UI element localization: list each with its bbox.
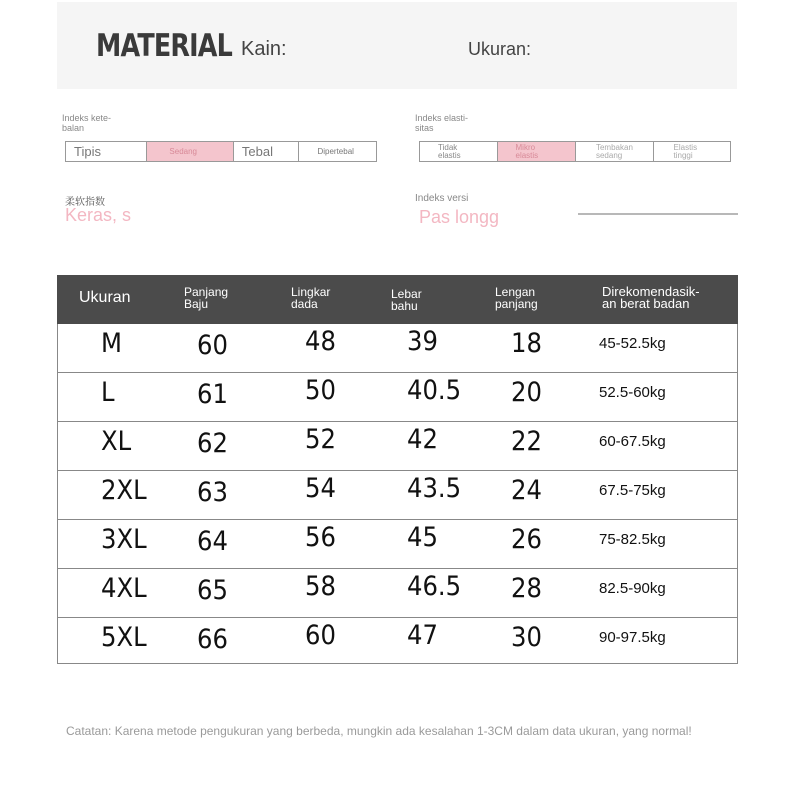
cell-lebar: 40.5 xyxy=(407,375,462,406)
cell-lengan: 20 xyxy=(511,377,542,408)
thickness-option-tebal: Tebal xyxy=(234,142,300,161)
cell-lebar: 39 xyxy=(407,326,438,357)
header-panjang-baju: Panjang Baju xyxy=(184,285,229,311)
table-row xyxy=(57,373,738,422)
cell-lingkar: 56 xyxy=(305,522,336,553)
table-row xyxy=(57,422,738,471)
cell-panjang: 63 xyxy=(197,477,228,508)
ukuran-label: Ukuran: xyxy=(468,39,532,59)
thickness-scale xyxy=(65,141,377,162)
cell-lengan: 28 xyxy=(511,573,542,604)
cell-berat: 67.5-75kg xyxy=(599,482,666,499)
softness-index-value: Keras, s xyxy=(65,205,132,225)
cell-size: XL xyxy=(101,426,132,457)
header-ukuran: Ukuran xyxy=(79,289,131,306)
cell-panjang: 62 xyxy=(197,428,228,459)
cell-berat: 52.5-60kg xyxy=(599,384,666,401)
kain-label: Kain: xyxy=(241,38,287,60)
cell-lengan: 24 xyxy=(511,475,542,506)
cell-lengan: 22 xyxy=(511,426,542,457)
cell-lengan: 26 xyxy=(511,524,542,555)
cell-lengan: 18 xyxy=(511,328,542,359)
table-row xyxy=(57,324,738,373)
cell-lebar: 42 xyxy=(407,424,438,455)
header-lingkar-dada: Lingkar dada xyxy=(291,285,331,311)
cell-lebar: 47 xyxy=(407,620,438,651)
cell-berat: 60-67.5kg xyxy=(599,433,666,450)
header-lebar-bahu: Lebar bahu xyxy=(391,287,422,313)
thickness-option-sedang: Sedang xyxy=(147,142,234,161)
cell-berat: 45-52.5kg xyxy=(599,335,666,352)
cell-lingkar: 52 xyxy=(305,424,336,455)
material-title: MATERIAL xyxy=(96,28,233,64)
softness-index-label: 柔软指数 xyxy=(65,197,105,208)
thickness-option-tipis: Tipis xyxy=(66,142,147,161)
cell-size: L xyxy=(101,377,115,408)
cell-panjang: 66 xyxy=(197,624,228,655)
cell-lingkar: 58 xyxy=(305,571,336,602)
thickness-option-dipertebal: Dipertebal xyxy=(317,147,354,156)
cell-panjang: 64 xyxy=(197,526,228,557)
cell-size: 4XL xyxy=(101,573,147,604)
cell-berat: 82.5-90kg xyxy=(599,580,666,597)
cell-lingkar: 54 xyxy=(305,473,336,504)
fit-index-value: Pas longg xyxy=(419,207,500,227)
table-row xyxy=(57,520,738,569)
elasticity-option-mikro-elastis: Mikro elastis xyxy=(498,142,576,161)
elasticity-index-label: Indeks elasti- sitas xyxy=(415,113,469,133)
cell-lingkar: 60 xyxy=(305,620,336,651)
size-table-header xyxy=(57,275,738,324)
cell-lebar: 46.5 xyxy=(407,571,462,602)
thickness-index-label: Indeks kete- balan xyxy=(62,113,112,133)
cell-lengan: 30 xyxy=(511,622,542,653)
cell-size: 5XL xyxy=(101,622,147,653)
table-row xyxy=(57,569,738,618)
elasticity-option-tidak-elastis: Tidak elastis xyxy=(420,142,498,161)
cell-lebar: 45 xyxy=(407,522,438,553)
divider-line xyxy=(578,213,738,215)
cell-berat: 90-97.5kg xyxy=(599,629,666,646)
elasticity-scale xyxy=(419,141,731,162)
elasticity-option-elastis-tinggi: Elastis tinggi xyxy=(673,142,698,160)
fit-index-label: Indeks versi xyxy=(415,193,469,204)
cell-lingkar: 50 xyxy=(305,375,336,406)
cell-panjang: 60 xyxy=(197,330,228,361)
cell-panjang: 61 xyxy=(197,379,228,410)
cell-lebar: 43.5 xyxy=(407,473,462,504)
cell-berat: 75-82.5kg xyxy=(599,531,666,548)
elasticity-option-tembakan-sedang: Tembakan sedang xyxy=(576,142,654,161)
cell-size: M xyxy=(101,328,122,359)
cell-size: 2XL xyxy=(101,475,147,506)
header-lengan-panjang: Lengan panjang xyxy=(495,285,538,311)
cell-size: 3XL xyxy=(101,524,147,555)
cell-lingkar: 48 xyxy=(305,326,336,357)
table-row xyxy=(57,471,738,520)
table-row xyxy=(57,618,738,664)
cell-panjang: 65 xyxy=(197,575,228,606)
header-berat-badan: Direkomendasik- an berat badan xyxy=(602,284,700,311)
measurement-note: Catatan: Karena metode pengukuran yang berbeda, mungkin ada kesalahan 1-3CM dalam data ukuran, yang normal! xyxy=(66,724,692,738)
